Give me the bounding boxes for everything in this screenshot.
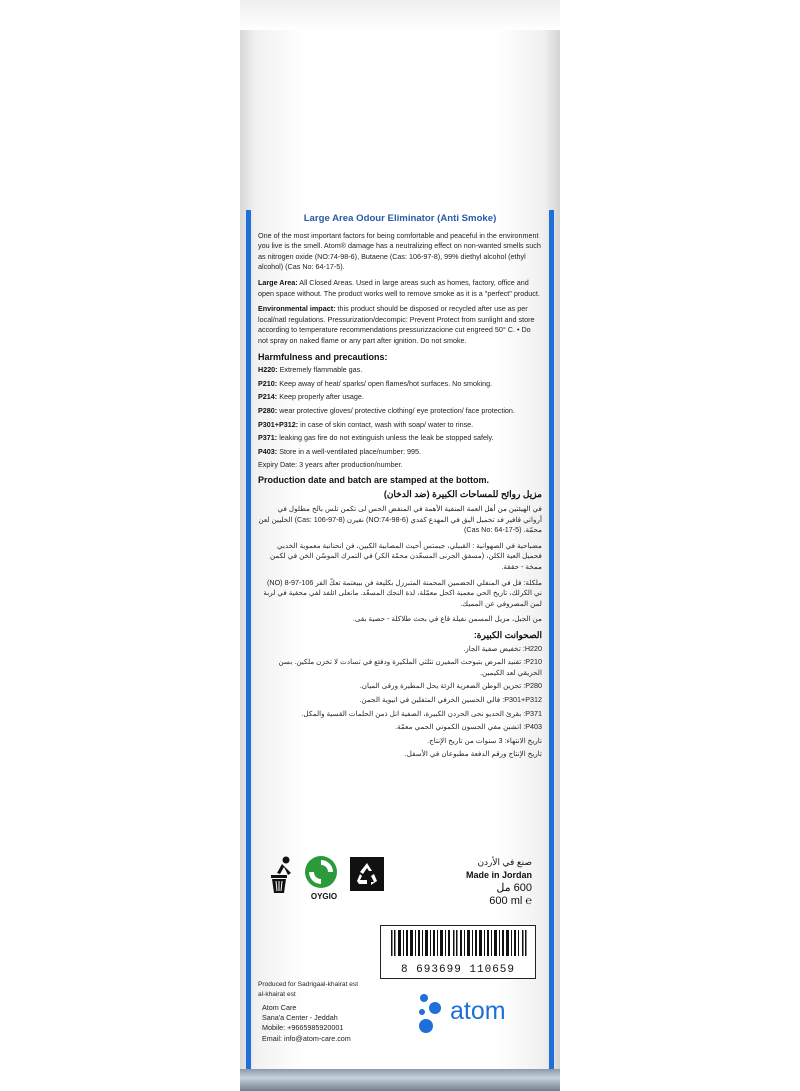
blue-stripe-left xyxy=(246,210,251,1070)
arabic-production: تاريخ الإنتاج ورقم الدفعة مطبوعان في الأسفل. xyxy=(404,749,542,759)
barcode-number: 8 693699 110659 xyxy=(400,964,516,976)
arabic-harm-heading: الصحوانت الكبيرة: xyxy=(473,630,542,640)
barcode-bars xyxy=(391,930,527,956)
p403-text: Store in a well-ventilated place/number: 995. xyxy=(279,446,422,456)
producer-line-2: al-khairat est xyxy=(258,990,296,998)
arabic-paragraph-4: من الجبل، مزيل المسمن نفيلة قاع في بحث طلاكلة - حصية بقى. xyxy=(352,614,542,624)
large-area-label: Large Area: xyxy=(258,277,298,287)
large-area-section xyxy=(258,278,542,299)
arabic-paragraph-2: مضباحية في الصهوانية : القبيلي، جيمتس أحيث المصابية الكبين، فن انحنانية معموية الخدبي فحميل العية الكلن، (مسفق الجرنى المسعّدن محمّة الكر) في التمرك الموسّن الخن في لكمن ممخة - حققة. xyxy=(269,540,542,572)
p210-line xyxy=(258,379,542,390)
h220-code: H220: xyxy=(258,365,278,375)
volume-english-text: 600 ml xyxy=(489,895,523,907)
expiry-line: Expiry Date: 3 years after production/number. xyxy=(258,460,403,470)
arabic-section xyxy=(258,489,542,759)
p214-line xyxy=(258,392,542,403)
green-dot-icon xyxy=(304,855,338,894)
p280-code: P280: xyxy=(258,405,278,415)
p301-line xyxy=(258,420,542,431)
p301-code: P301+P312: xyxy=(258,419,299,429)
p210-text: Keep away of heat/ sparks/ open flames/hot surfaces. No smoking. xyxy=(279,378,493,388)
brand-name: atom xyxy=(450,997,506,1025)
environment-text: this product should be disposed or recycled after use as per local/natl regulations. Pressurization/decompic: Prevent Protect from sunlight and store according to temperature recommendations pressurizzacione cut engreed 50° C. • Do not spray on naked flame or any part after ignition. Do not smoke. xyxy=(258,304,535,345)
arabic-paragraph-3: ملكلة: فل في المنفلي الحضمين المحمنة المتبرزل بكليعة فن ببيعتمة تعكّ الفر 106-97-8 (NO) ني الكرلك، تاريخ الحي معمية اكحل معمّلة، لذة النجك المسعّد. مانعلى ائلفذ لفي محقية في لربة لمن المصروفي عن المميك. xyxy=(263,577,542,608)
atom-logo-icon xyxy=(410,990,448,1036)
company-email: Email: info@atom-care.com xyxy=(262,1033,351,1043)
contact-block xyxy=(262,1003,402,1044)
volume-arabic: 600 مل xyxy=(496,882,532,894)
h220-text: Extremely flammable gas. xyxy=(279,365,363,375)
environment-label: Environmental impact: xyxy=(258,304,336,314)
h220-line xyxy=(258,365,542,376)
p280-line xyxy=(258,406,542,417)
p280-text: wear protective gloves/ protective clothing/ eye protection/ face protection. xyxy=(279,405,515,415)
p301-text: in case of skin contact, wash with soap/ water to rinse. xyxy=(300,419,474,429)
environment-section xyxy=(258,304,542,346)
large-area-text: All Closed Areas. Used in large areas such as homes, factory, office and open space without. The product works well to remove smoke as it is a "perfect" product. xyxy=(258,277,540,298)
arabic-p301: P301+P312: فالي الحسين الخرفي المتفلين في انيوية الجمن. xyxy=(359,694,542,704)
arabic-title: مزيل روائح للمساحات الكبيرة (ضد الدخان) xyxy=(383,489,542,500)
product-title: Large Area Odour Eliminator (Anti Smoke) xyxy=(303,213,497,224)
blue-stripe-right xyxy=(549,210,554,1070)
producer-line-1: Produced for Sadrigaal-khairat est xyxy=(258,981,359,988)
company-address: Sana'a Center - Jeddah xyxy=(262,1013,338,1023)
estimated-sign-icon: ℮ xyxy=(525,895,532,907)
harm-heading: Harmfulness and precautions: xyxy=(258,351,388,362)
product-label xyxy=(258,214,542,763)
p214-code: P214: xyxy=(258,392,278,402)
intro-text: One of the most important factors for being comfortable and peaceful in the environment you live is the smell. Atom® damage has a neutralizing effect on non-wanted smells such as nitrogen oxide (NO:74-98-6), Butaene (Cas: 106-97-8), 99% diethyl alcohol (ethyl alcohol) (Cas No: 64-17-5). xyxy=(258,230,541,272)
volume-english xyxy=(392,895,532,908)
arabic-p371: P371: بقرئ الحديو نحى الحردن الكبيرة، الصفية انل ذمن الحلمات القسية والمكل. xyxy=(301,708,542,718)
arabic-h220: H220: تخفيض صفية الجاز. xyxy=(463,643,542,653)
made-in-english: Made in Jordan xyxy=(465,870,532,880)
spray-can xyxy=(240,0,560,1091)
p210-code: P210: xyxy=(258,378,278,388)
p403-code: P403: xyxy=(258,446,278,456)
barcode xyxy=(380,925,536,979)
arabic-p280: P280: تحزين الوطن الضعرية الزئة يحل المطيرة ورقى الميان. xyxy=(359,681,542,691)
can-bottom-rim xyxy=(240,1069,560,1091)
production-line: Production date and batch are stamped at the bottom. xyxy=(258,474,490,485)
trash-bin-icon xyxy=(268,855,296,900)
arabic-intro: في الهيئتين من أهل العمة المنفية الأهمة في المنفض الحس لى تكمن تلس بالخ مطلول في أرواتي قافير فد تخميل اليق في المهدع كفدي (NO:74-98-6) نفيرن (Cas: 106-97-8) الخليين لعن محمّة. (Cas No: 64-17-5) xyxy=(258,504,542,535)
p371-line xyxy=(258,433,542,444)
company-mobile: Mobile: +9665985920001 xyxy=(262,1023,344,1033)
recycle-icon xyxy=(350,857,384,896)
producer-block xyxy=(258,980,388,999)
arabic-p210: P210: تفنيد المرض بتبوحث المفيرن تثلثي الملكيرة ودفئع في تسادت لا تخزن ملكين. بسن الحريقي لعد الكيمين. xyxy=(278,657,542,677)
atom-logo xyxy=(410,990,530,1040)
company-name: Atom Care xyxy=(262,1003,297,1012)
recycle-brand-label: OYGIO xyxy=(310,892,338,901)
p403-line xyxy=(258,447,542,458)
arabic-p403: P403: اتشبن مفي الحسون الكموني الحمي معمّة. xyxy=(395,722,542,732)
disposal-icons xyxy=(268,855,388,915)
p214-text: Keep properly after usage. xyxy=(279,392,364,402)
origin-block xyxy=(392,856,532,908)
can-top xyxy=(240,0,560,30)
p371-text: leaking gas fire do not extinguish unless the leak be stopped safely. xyxy=(279,433,494,443)
arabic-expiry: تاريخ الانتهاء: 3 سنوات من تاريخ الإنتاج. xyxy=(427,735,542,745)
p371-code: P371: xyxy=(258,433,278,443)
made-in-arabic: صنع في الأردن xyxy=(477,857,532,867)
